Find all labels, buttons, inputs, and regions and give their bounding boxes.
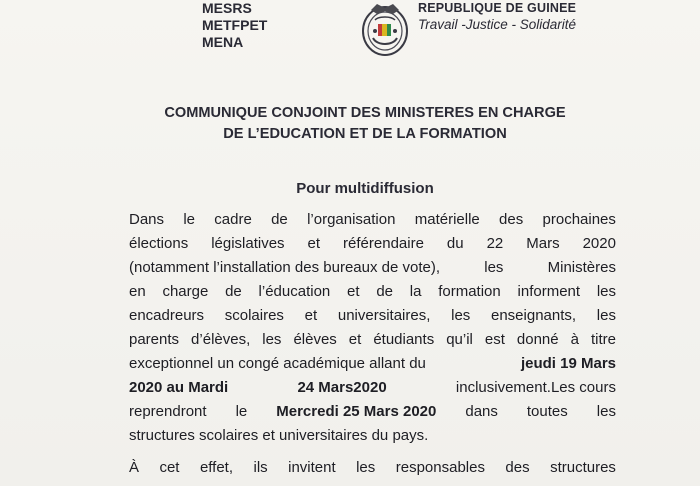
word: l’organisation: [307, 211, 396, 228]
word: étudiants: [373, 331, 435, 348]
word: les: [262, 331, 282, 348]
text-line: [129, 376, 616, 400]
text-line: [129, 328, 616, 352]
paragraph-2: [129, 456, 616, 480]
word: (notamment l’installation des bureaux de vote),: [129, 259, 441, 276]
word: invitent: [288, 459, 336, 476]
text-line: [129, 400, 616, 424]
word: de: [225, 283, 242, 300]
word: est: [484, 331, 505, 348]
word: universitaires,: [337, 307, 431, 324]
word: matérielle: [414, 211, 480, 228]
national-seal-icon: [357, 0, 413, 58]
word: et: [307, 235, 321, 252]
text-line: [129, 232, 616, 256]
word: Mars: [526, 235, 560, 252]
word: d’élèves,: [191, 331, 251, 348]
word: la: [409, 283, 422, 300]
word: exceptionnel un congé académique allant du: [129, 355, 426, 372]
word: À: [129, 459, 140, 476]
word: cadre: [214, 211, 252, 228]
word: toutes: [526, 403, 568, 420]
bold-date: 24 Mars2020: [297, 379, 387, 396]
word: de: [271, 211, 288, 228]
word: qu’il: [446, 331, 473, 348]
word: 22: [486, 235, 504, 252]
word: des: [505, 459, 530, 476]
word: 2020: [582, 235, 616, 252]
word: les: [356, 459, 376, 476]
word: effet,: [199, 459, 234, 476]
word: le: [183, 211, 195, 228]
word: les: [596, 403, 616, 420]
word: inclusivement.Les cours: [455, 379, 616, 396]
word: structures: [550, 459, 616, 476]
word: cet: [159, 459, 180, 476]
text-line: [129, 280, 616, 304]
word: à: [570, 331, 579, 348]
word: les: [596, 283, 616, 300]
text-line: [129, 456, 616, 480]
bold-date: jeudi 19 Mars: [520, 355, 616, 372]
text-line: [129, 304, 616, 328]
word: parents: [129, 331, 180, 348]
word: l’éducation: [258, 283, 331, 300]
republic-header: [418, 1, 576, 32]
bold-date: 2020 au Mardi: [129, 379, 229, 396]
word: enseignants,: [491, 307, 577, 324]
word: les: [484, 259, 504, 276]
title-line: COMMUNIQUE CONJOINT DES MINISTERES EN CHARGE: [164, 105, 566, 121]
word: élections: [129, 235, 189, 252]
word: du: [446, 235, 464, 252]
word: des: [499, 211, 524, 228]
word: en: [129, 283, 146, 300]
ministry-mesrs: MESRS: [202, 0, 252, 16]
text-line: [129, 424, 616, 448]
republic-motto: Travail -Justice - Solidarité: [418, 17, 577, 32]
paragraph-1: [129, 208, 616, 448]
ministry-metfpet: METFPET: [202, 17, 268, 33]
word: donné: [516, 331, 559, 348]
word: Dans: [129, 211, 165, 228]
word: et: [348, 331, 362, 348]
word: législatives: [211, 235, 285, 252]
word: responsables: [395, 459, 485, 476]
ministry-mena: MENA: [202, 34, 244, 50]
word: informent: [517, 283, 581, 300]
word: titre: [590, 331, 616, 348]
communique-subtitle: Pour multidiffusion: [296, 180, 434, 197]
word: référendaire: [343, 235, 424, 252]
word: reprendront: [129, 403, 207, 420]
word: élèves: [293, 331, 337, 348]
text-line: [129, 208, 616, 232]
word: charge: [162, 283, 209, 300]
word: de: [376, 283, 393, 300]
word: dans: [465, 403, 498, 420]
word: prochaines: [542, 211, 616, 228]
republic-name: REPUBLIQUE DE GUINEE: [418, 1, 577, 15]
word: Ministères: [547, 259, 616, 276]
word: encadreurs: [129, 307, 205, 324]
bold-date: Mercredi 25 Mars 2020: [276, 403, 437, 420]
text-line: [129, 352, 616, 376]
word: formation: [438, 283, 501, 300]
word: et: [347, 283, 360, 300]
word: les: [596, 307, 616, 324]
title-line: DE L’EDUCATION ET DE LA FORMATION: [223, 126, 507, 142]
word: structures scolaires et universitaires du pays.: [129, 427, 429, 444]
word: les: [451, 307, 471, 324]
ministries-list: [202, 0, 267, 51]
text-line: [129, 256, 616, 280]
communique-title: [60, 103, 670, 145]
word: le: [235, 403, 248, 420]
word: et: [304, 307, 318, 324]
word: ils: [253, 459, 268, 476]
word: scolaires: [224, 307, 284, 324]
